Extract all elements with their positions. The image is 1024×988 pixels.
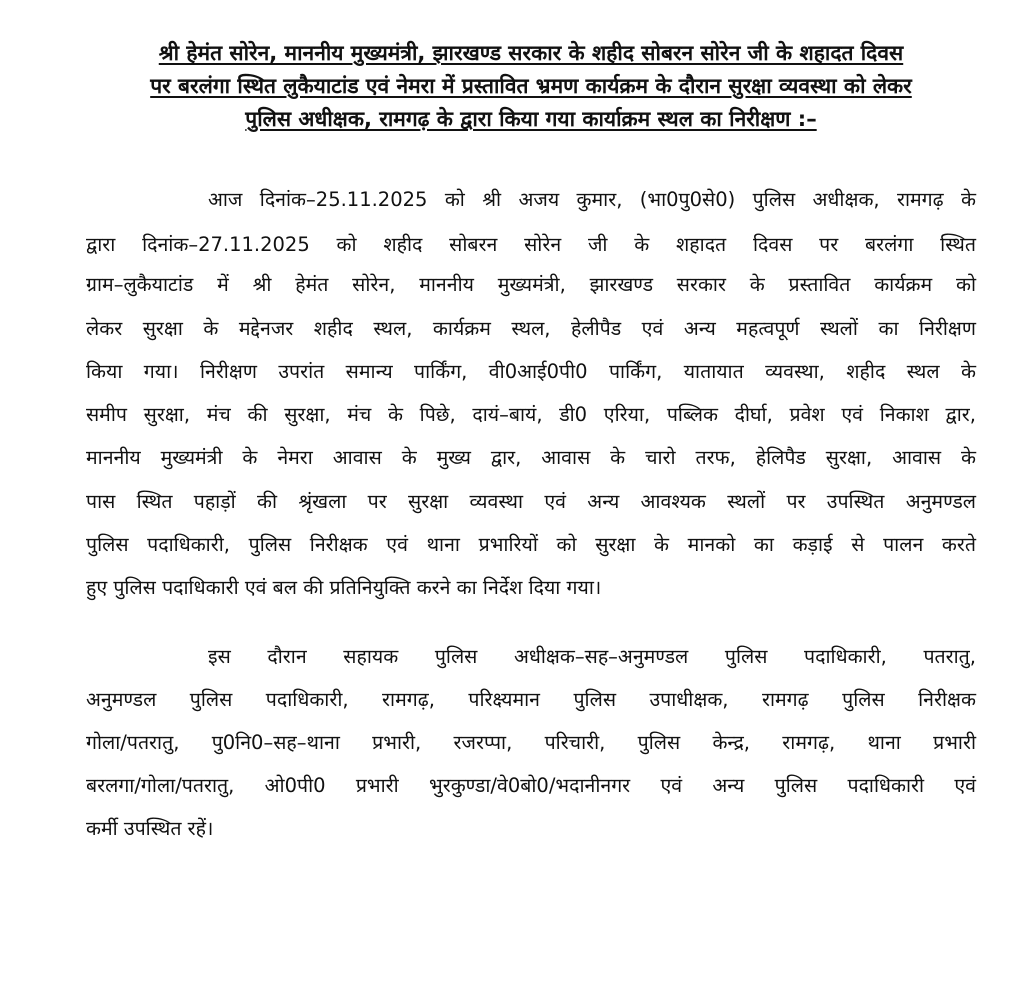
paragraph-1-line-1: आज दिनांक–25.11.2025 को श्री अजय कुमार, (भा0पु0से0) पुलिस अधीक्षक, रामगढ़ के <box>208 188 976 211</box>
paragraph-2-line-5: कर्मी उपस्थित रहें। <box>86 817 214 840</box>
paragraph-2-line-2: अनुमण्डल पुलिस पदाधिकारी, रामगढ़, परिक्ष्यमान पुलिस उपाधीक्षक, रामगढ़ पुलिस निरीक्षक <box>86 688 976 711</box>
paragraph-1-line-4: लेकर सुरक्षा के मद्देनजर शहीद स्थल, कार्यक्रम स्थल, हेलीपैड एवं अन्य महत्वपूर्ण स्थलों का निरीक्षण <box>86 317 976 340</box>
paragraph-1-line-9: पुलिस पदाधिकारी, पुलिस निरीक्षक एवं थाना प्रभारियों को सुरक्षा के मानको का कड़ाई से पालन करते <box>86 533 976 556</box>
paragraph-1-line-5: किया गया। निरीक्षण उपरांत समान्य पार्किंग, वी0आई0पी0 पार्किंग, यातायात व्यवस्था, शहीद स्थल के <box>86 360 976 383</box>
paragraph-2-line-3: गोला/पतरातु, पु0नि0–सह–थाना प्रभारी, रजरप्पा, परिचारी, पुलिस केन्द्र, रामगढ़, थाना प्रभारी <box>86 731 976 754</box>
paragraph-1-line-3: ग्राम–लुकैयाटांड में श्री हेमंत सोरेन, माननीय मुख्यमंत्री, झारखण्ड सरकार के प्रस्तावित कार्यक्रम को <box>86 273 976 296</box>
paragraph-2-line-1: इस दौरान सहायक पुलिस अधीक्षक–सह–अनुमण्डल पुलिस पदाधिकारी, पतरातु, <box>208 645 976 668</box>
heading-line-1: श्री हेमंत सोरेन, माननीय मुख्यमंत्री, झारखण्ड सरकार के शहीद सोबरन सोरेन जी के शहादत दिवस <box>158 41 904 65</box>
heading-line-2: पर बरलंगा स्थित लुकैयाटांड एवं नेमरा में प्रस्तावित भ्रमण कार्यक्रम के दौरान सुरक्षा व्यवस्था को लेकर <box>150 74 912 98</box>
paragraph-1-line-6: समीप सुरक्षा, मंच की सुरक्षा, मंच के पिछे, दायं–बायं, डी0 एरिया, पब्लिक दीर्घा, प्रवेश एवं निकाश द्वार, <box>86 403 976 426</box>
paragraph-1-line-10: हुए पुलिस पदाधिकारी एवं बल की प्रतिनियुक्ति करने का निर्देश दिया गया। <box>86 576 602 599</box>
paragraph-1-line-7: माननीय मुख्यमंत्री के नेमरा आवास के मुख्य द्वार, आवास के चारो तरफ, हेलिपैड सुरक्षा, आवास के <box>86 446 976 469</box>
paragraph-1-line-8: पास स्थित पहाड़ों की श्रृंखला पर सुरक्षा व्यवस्था एवं अन्य आवश्यक स्थलों पर उपस्थित अनुमण्डल <box>86 490 976 513</box>
paragraph-2-line-4: बरलगा/गोला/पतरातु, ओ0पी0 प्रभारी भुरकुण्डा/वे0बो0/भदानीनगर एवं अन्य पुलिस पदाधिकारी एवं <box>86 774 976 797</box>
paragraph-1-line-2: द्वारा दिनांक–27.11.2025 को शहीद सोबरन सोरेन जी के शहादत दिवस पर बरलंगा स्थित <box>86 233 976 256</box>
heading-line-3: पुलिस अधीक्षक, रामगढ़ के द्वारा किया गया कार्याक्रम स्थल का निरीक्षण :– <box>245 107 817 131</box>
